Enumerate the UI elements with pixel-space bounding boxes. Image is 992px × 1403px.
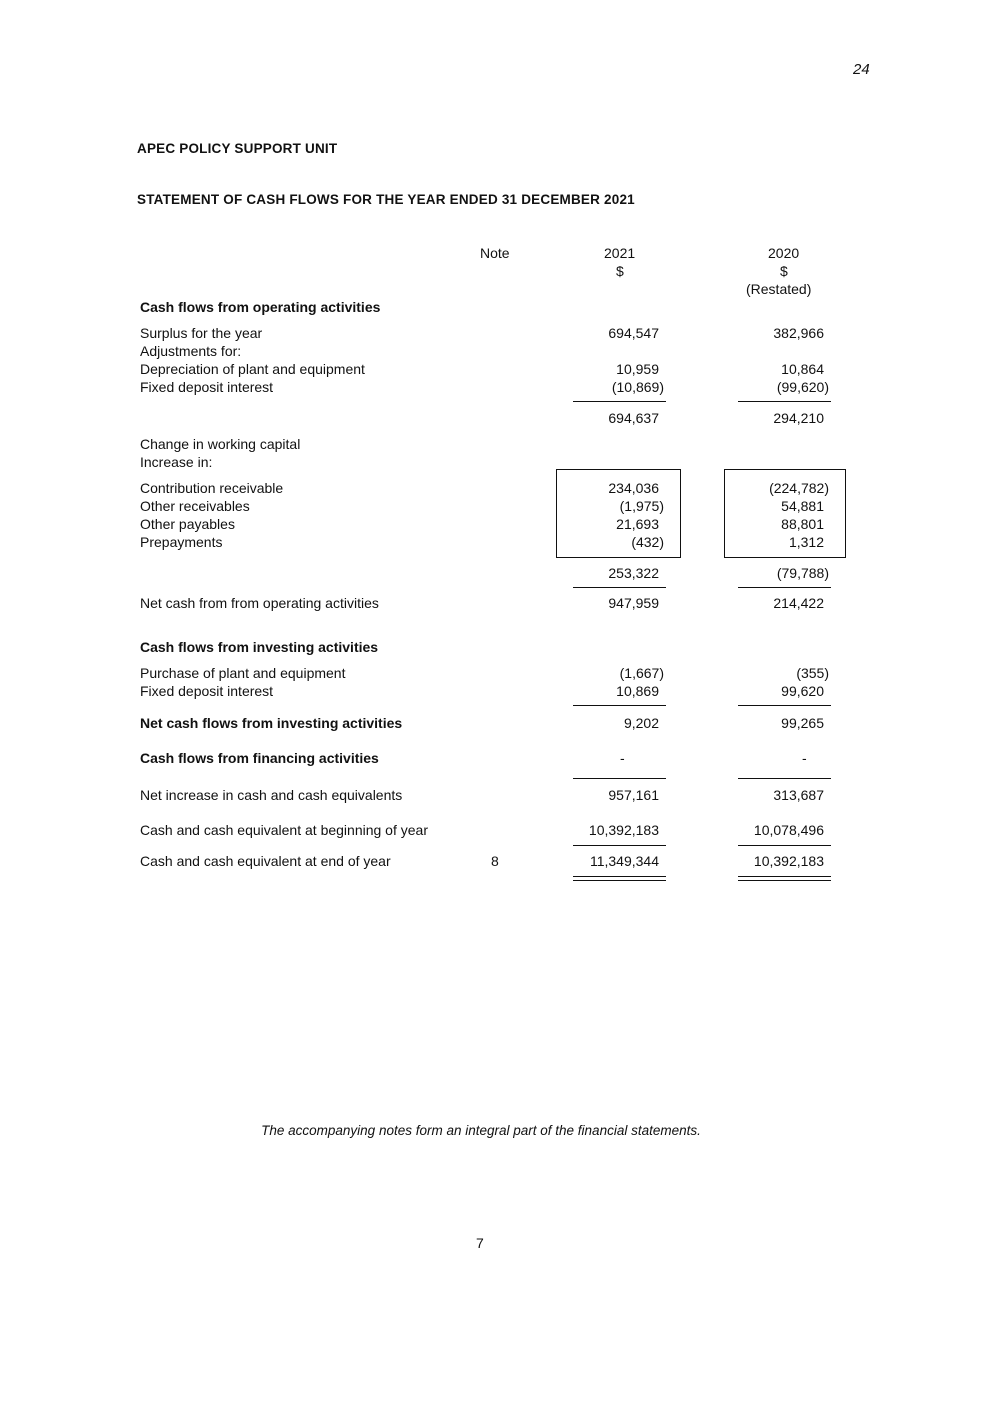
net-increase-label: Net increase in cash and cash equivalents [140,787,403,803]
investing-heading: Cash flows from investing activities [140,639,379,655]
net-increase-2020: 313,687 [773,787,824,803]
other-payables-2020: 88,801 [781,516,824,532]
adjustments-label: Adjustments for: [140,343,242,359]
financing-2021: - [620,750,625,766]
fd-interest-op-label: Fixed deposit interest [140,379,274,395]
prepayments-label: Prepayments [140,534,223,550]
prepayments-2021: (432) [631,534,664,550]
statement-title: STATEMENT OF CASH FLOWS FOR THE YEAR ENDED 31 DECEMBER 2021 [137,192,635,207]
working-capital-label: Change in working capital [140,436,301,452]
end-cash-2020: 10,392,183 [753,853,824,869]
begin-cash-2020: 10,078,496 [753,822,824,838]
increase-in-label: Increase in: [140,454,213,470]
prepayments-2020: 1,312 [788,534,824,550]
net-increase-rule-2021 [573,778,666,779]
column-currency-2021: $ [616,263,624,279]
begin-cash-2021: 10,392,183 [588,822,659,838]
purchase-label: Purchase of plant and equipment [140,665,346,681]
operating-net-rule-2020 [738,587,831,588]
column-header-note: Note [480,245,510,261]
investing-net-2020: 99,265 [781,715,824,731]
contribution-2021: 234,036 [608,480,659,496]
end-cash-note: 8 [491,853,499,869]
operating-subtotal-2021: 694,637 [608,410,659,426]
financing-heading: Cash flows from financing activities [140,750,379,766]
investing-net-label: Net cash flows from investing activities [140,715,403,731]
fd-interest-inv-label: Fixed deposit interest [140,683,274,699]
footnote: The accompanying notes form an integral part of the financial statements. [261,1123,701,1138]
column-header-2021: 2021 [604,245,636,261]
end-cash-label: Cash and cash equivalent at end of year [140,853,391,869]
investing-net-rule-2021 [573,705,666,706]
fd-interest-inv-2020: 99,620 [781,683,824,699]
begin-cash-label: Cash and cash equivalent at beginning of year [140,822,428,838]
end-cash-rule-2020 [738,845,831,846]
depreciation-label: Depreciation of plant and equipment [140,361,365,377]
contribution-label: Contribution receivable [140,480,284,496]
net-increase-2021: 957,161 [608,787,659,803]
operating-net-label: Net cash from from operating activities [140,595,379,611]
working-capital-total-2021: 253,322 [608,565,659,581]
investing-net-rule-2020 [738,705,831,706]
surplus-2021: 694,547 [608,325,659,341]
end-cash-2021: 11,349,344 [589,853,659,869]
double-rule-top-2020 [738,876,831,877]
purchase-2020: (355) [796,665,829,681]
column-restated-2020: (Restated) [746,281,812,297]
other-payables-label: Other payables [140,516,235,532]
investing-net-2021: 9,202 [623,715,659,731]
subtotal-rule-2020 [738,401,831,402]
page-number-bottom: 7 [476,1235,484,1251]
operating-net-rule-2021 [573,587,666,588]
operating-subtotal-2020: 294,210 [773,410,824,426]
surplus-2020: 382,966 [773,325,824,341]
other-receivables-2021: (1,975) [619,498,664,514]
operating-net-2021: 947,959 [608,595,659,611]
financing-2020: - [802,750,807,766]
double-rule-bottom-2021 [573,880,666,881]
working-capital-total-2020: (79,788) [776,565,829,581]
purchase-2021: (1,667) [619,665,664,681]
double-rule-top-2021 [573,876,666,877]
end-cash-rule-2021 [573,845,666,846]
other-receivables-2020: 54,881 [781,498,824,514]
column-header-2020: 2020 [768,245,800,261]
double-rule-bottom-2020 [738,880,831,881]
depreciation-2021: 10,959 [616,361,659,377]
fd-interest-inv-2021: 10,869 [616,683,659,699]
other-payables-2021: 21,693 [616,516,659,532]
page-number-top: 24 [853,61,870,78]
contribution-2020: (224,782) [769,480,829,496]
subtotal-rule-2021 [573,401,666,402]
net-increase-rule-2020 [738,778,831,779]
organization-name: APEC POLICY SUPPORT UNIT [137,141,338,156]
fd-interest-op-2021: (10,869) [611,379,664,395]
depreciation-2020: 10,864 [781,361,824,377]
surplus-label: Surplus for the year [140,325,263,341]
column-currency-2020: $ [780,263,788,279]
operating-heading: Cash flows from operating activities [140,299,381,315]
fd-interest-op-2020: (99,620) [776,379,829,395]
operating-net-2020: 214,422 [773,595,824,611]
other-receivables-label: Other receivables [140,498,250,514]
